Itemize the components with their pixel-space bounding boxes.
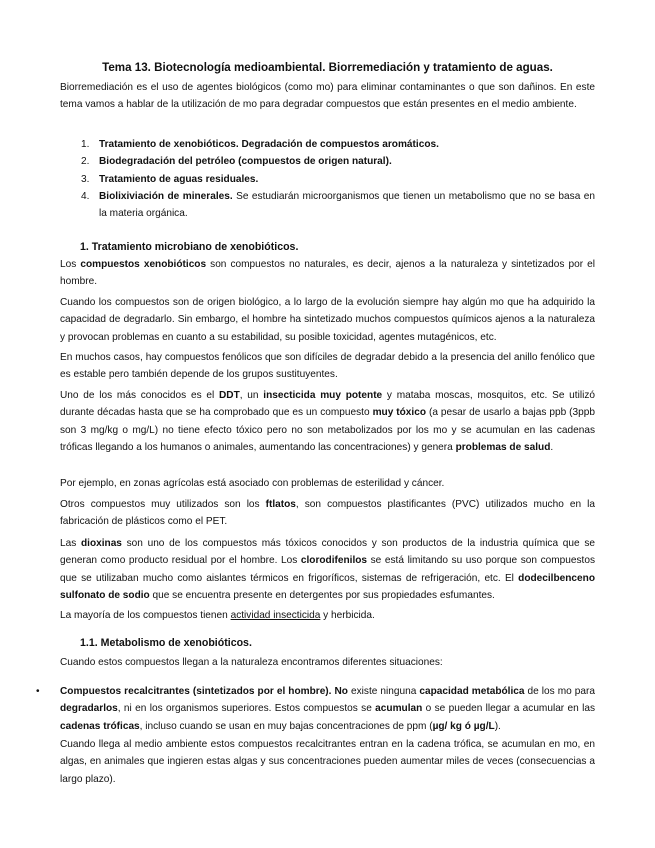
paragraph: Otros compuestos muy utilizados son los ftlatos, son compuestos plastificantes (PVC) utilizados mucho en la fabricación de plásticos como el PET. <box>60 499 595 528</box>
paragraph: Uno de los más conocidos es el DDT, un insecticida muy potente y mataba moscas, mosquitos, etc. Se utilizó durante décadas hasta que se ha comprobado que es un compuesto muy tóxico (a pesar de usarlo a bajas ppb (3ppb son 3 mg/kg o mg/L) no tiene efecto tóxico pero no son metabolizados por los mo y se acumulan en las cadenas tróficas llegando a los humanos o animales, aumentando las concentraciones) y genera problemas de salud. <box>60 390 595 453</box>
list-item-title: Tratamiento de xenobióticos. Degradación de compuestos aromáticos. <box>99 139 439 150</box>
list-item-title: Biolixiviación de minerales. <box>99 190 233 202</box>
bullet-icon: • <box>36 686 40 697</box>
list-item-title: Tratamiento de aguas residuales. <box>99 173 259 185</box>
paragraph: En muchos casos, hay compuestos fenólicos que son difíciles de degradar debido a la presencia del anillo fenólico que es estable pero también depende de los grupos sustituyentes. <box>60 352 595 381</box>
list-item <box>60 171 595 188</box>
paragraph: Los compuestos xenobióticos son compuestos no naturales, es decir, ajenos a la naturaleza y sintetizados por el hombre. <box>60 259 595 288</box>
subsection-heading: 1.1. Metabolismo de xenobióticos. <box>80 637 252 649</box>
list-item <box>60 153 595 170</box>
list-item-number: 4. <box>81 190 90 202</box>
list-item-title: Biodegradación del petróleo (compuestos de origen natural). <box>99 156 392 168</box>
bullet-paragraph: Compuestos recalcitrantes (sintetizados por el hombre). No existe ninguna capacidad metabólica de los mo para degradarlos, ni en los organismos superiores. Estos compuestos se acumulan o se pueden llegar a acumular en las cadenas tróficas, incluso cuando se usan en muy bajas concentraciones de ppm (µg/ kg ó µg/L). <box>60 686 596 732</box>
list-item-number: 1. <box>81 139 90 150</box>
list-item-number: 3. <box>81 173 90 185</box>
list-item <box>60 136 595 153</box>
list-item <box>60 188 595 223</box>
page-title: Tema 13. Biotecnología medioambiental. Biorremediación y tratamiento de aguas. <box>102 61 553 74</box>
list-item-text: Se estudiarán microorganismos que tienen un metabolismo que no se basa en la materia orgánica. <box>99 190 595 220</box>
paragraph: La mayoría de los compuestos tienen actividad insecticida y herbicida. <box>60 610 375 621</box>
topics-list <box>60 136 595 222</box>
paragraph: Cuando estos compuestos llegan a la naturaleza encontramos diferentes situaciones: <box>60 657 443 668</box>
paragraph: Las dioxinas son uno de los compuestos más tóxicos conocidos y son productos de la industria química que se generan como producto residual por el hombre. Los clorodifenilos se está limitando su uso porque son compuestos que se utilizaban mucho como aislantes térmicos en frigoríficos, sistemas de refrigeración, etc. El dodecilbenceno sulfonato de sodio que se encuentra presente en detergentes por sus propiedades esfumantes. <box>60 538 595 601</box>
paragraph: Cuando los compuestos son de origen biológico, a lo largo de la evolución siempre hay algún mo que ha adquirido la capacidad de degradarlo. Sin embargo, el hombre ha sintetizado muchos compuestos químicos ajenos a la naturaleza y provocan problemas en cuanto a su estabilidad, su posible toxicidad, agentes mutagénicos, etc. <box>60 297 595 343</box>
section-heading: 1. Tratamiento microbiano de xenobióticos. <box>80 241 299 253</box>
paragraph: Cuando llega al medio ambiente estos compuestos recalcitrantes entran en la cadena trófica, se acumulan en mo, en algas, en animales que ingieren estas algas y sus concentraciones pueden aumentar miles de veces (consecuencias a largo plazo). <box>60 739 595 785</box>
list-item-number: 2. <box>81 156 90 168</box>
intro-paragraph: Biorremediación es el uso de agentes biológicos (como mo) para eliminar contaminantes o que son dañinos. En este tema vamos a hablar de la utilización de mo para degradar compuestos que están presentes en el medio ambiente. <box>60 82 595 111</box>
paragraph: Por ejemplo, en zonas agrícolas está asociado con problemas de esterilidad y cáncer. <box>60 478 445 489</box>
